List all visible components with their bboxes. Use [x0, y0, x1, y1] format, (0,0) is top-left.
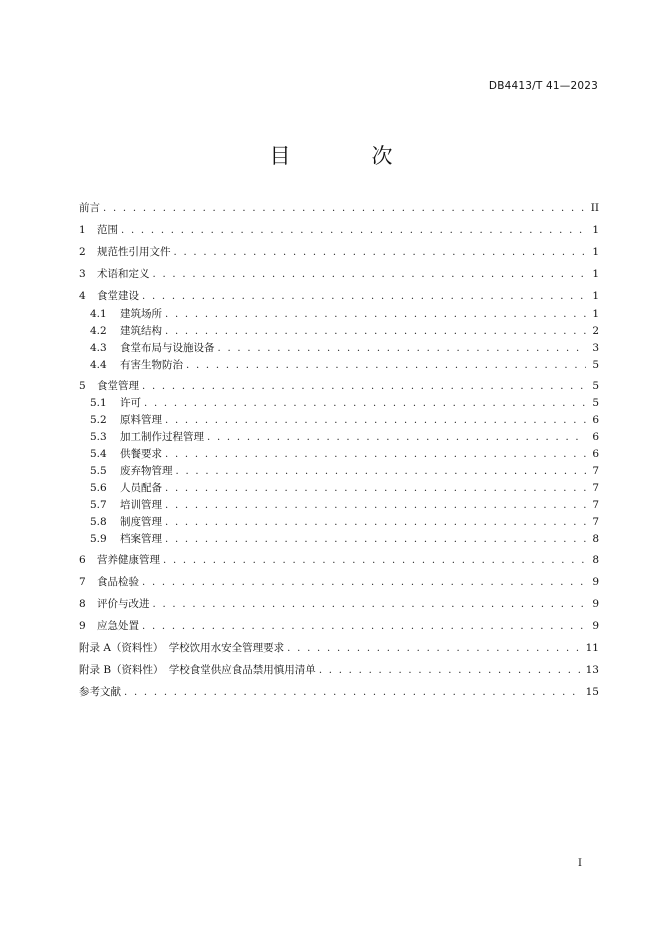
toc-subentry[interactable]: [90, 463, 599, 480]
toc-page-number: 2: [592, 325, 599, 337]
toc-number: 9: [79, 620, 86, 632]
toc-label: 建筑结构: [120, 325, 162, 337]
toc-dot-leader: [186, 357, 586, 374]
toc-number: 8: [79, 598, 86, 610]
toc-entry[interactable]: [79, 574, 599, 591]
toc-page-number: 9: [592, 576, 599, 588]
toc-subentry[interactable]: [90, 480, 599, 497]
toc-label: 加工制作过程管理: [120, 431, 204, 443]
toc-page-number: 6: [592, 448, 599, 460]
toc-entry[interactable]: [79, 378, 599, 395]
toc-page-number: 8: [592, 554, 599, 566]
toc-page-number: 6: [592, 431, 599, 443]
toc-label: 附录 A（资料性） 学校饮用水安全管理要求: [79, 642, 285, 654]
toc-dot-leader: [207, 429, 586, 446]
toc-dot-leader: [165, 480, 586, 497]
toc-label: 建筑场所: [120, 308, 162, 320]
toc-page-number: 5: [592, 359, 599, 371]
toc-label: 原料管理: [120, 414, 162, 426]
toc-subentry[interactable]: [90, 323, 599, 340]
toc-dot-leader: [319, 662, 583, 679]
toc-label: 培训管理: [120, 499, 162, 511]
toc-label: 制度管理: [120, 516, 162, 528]
toc-dot-leader: [124, 684, 583, 701]
toc-dot-leader: [121, 222, 586, 239]
toc-entry[interactable]: [79, 552, 599, 569]
toc-subentry[interactable]: [90, 514, 599, 531]
toc-dot-leader: [142, 574, 586, 591]
toc-number: 5.5: [90, 465, 107, 477]
toc-entry[interactable]: [79, 596, 599, 613]
toc-label: 人员配备: [120, 482, 162, 494]
toc-subentry[interactable]: [90, 306, 599, 323]
toc-entry-appendix-a[interactable]: [79, 640, 599, 657]
toc-dot-leader: [287, 640, 582, 657]
toc-subentry[interactable]: [90, 412, 599, 429]
toc-label: 附录 B（资料性） 学校食堂供应食品禁用慎用清单: [79, 664, 316, 676]
toc-dot-leader: [142, 618, 586, 635]
toc-entry[interactable]: [79, 222, 599, 239]
toc-page-number: 7: [592, 499, 599, 511]
toc-page-number: 5: [592, 397, 599, 409]
toc-label: 废弃物管理: [120, 465, 173, 477]
toc-label: 前言: [79, 202, 100, 214]
toc-subentry[interactable]: [90, 429, 599, 446]
toc-page-number: 1: [592, 246, 599, 258]
toc-page-number: 15: [585, 686, 599, 698]
toc-label: 有害生物防治: [120, 359, 183, 371]
toc-label: 评价与改进: [97, 598, 150, 610]
toc-subentry[interactable]: [90, 531, 599, 548]
toc-number: 5.3: [90, 431, 107, 443]
toc-dot-leader: [144, 395, 586, 412]
toc-page-number: 7: [592, 465, 599, 477]
toc-number: 6: [79, 554, 86, 566]
toc-label: 档案管理: [120, 533, 162, 545]
toc-number: 3: [79, 268, 86, 280]
toc-number: 5.4: [90, 448, 107, 460]
toc-subentry[interactable]: [90, 497, 599, 514]
toc-number: 4.2: [90, 325, 107, 337]
toc-label: 食品检验: [97, 576, 139, 588]
toc-entry-foreword[interactable]: [79, 200, 599, 217]
toc-dot-leader: [165, 514, 586, 531]
toc-dot-leader: [218, 340, 587, 357]
toc-label: 范围: [97, 224, 118, 236]
toc-page-number: 1: [592, 290, 599, 302]
toc-entry-references[interactable]: [79, 684, 599, 701]
toc-page-number: 7: [592, 482, 599, 494]
toc-label: 食堂布局与设施设备: [120, 342, 215, 354]
toc-page-number: 11: [585, 642, 599, 654]
toc-page-number: 3: [592, 342, 599, 354]
page-number: I: [578, 858, 582, 869]
page-title: 目 次: [269, 144, 423, 168]
toc-label: 规范性引用文件: [97, 246, 171, 258]
toc-label: 营养健康管理: [97, 554, 160, 566]
toc-subentry[interactable]: [90, 446, 599, 463]
toc-dot-leader: [165, 306, 586, 323]
toc-dot-leader: [165, 531, 586, 548]
toc-label: 许可: [120, 397, 141, 409]
toc-page-number: 6: [592, 414, 599, 426]
toc-dot-leader: [165, 323, 586, 340]
toc-page-number: 9: [592, 620, 599, 632]
toc-entry[interactable]: [79, 618, 599, 635]
toc-label: 参考文献: [79, 686, 121, 698]
toc-dot-leader: [176, 463, 587, 480]
toc-number: 4.1: [90, 308, 107, 320]
toc-page-number: 1: [592, 268, 599, 280]
toc-label: 应急处置: [97, 620, 139, 632]
toc-page-number: 7: [592, 516, 599, 528]
toc-dot-leader: [165, 497, 586, 514]
toc-dot-leader: [165, 446, 586, 463]
toc-number: 1: [79, 224, 86, 236]
toc-page-number: 1: [592, 308, 599, 320]
toc-number: 5: [79, 380, 86, 392]
toc-page-number: 5: [592, 380, 599, 392]
toc-number: 2: [79, 246, 86, 258]
toc-dot-leader: [163, 552, 586, 569]
toc-number: 5.6: [90, 482, 107, 494]
toc-number: 4.3: [90, 342, 107, 354]
toc-number: 7: [79, 576, 86, 588]
toc-number: 5.9: [90, 533, 107, 545]
toc-number: 5.2: [90, 414, 107, 426]
toc-subentry[interactable]: [90, 395, 599, 412]
toc-subentry[interactable]: [90, 357, 599, 374]
toc-label: 食堂建设: [97, 290, 139, 302]
toc-number: 5.8: [90, 516, 107, 528]
toc-number: 4: [79, 290, 86, 302]
toc-page-number: II: [590, 202, 599, 214]
document-code: DB4413/T 41—2023: [488, 80, 598, 92]
toc-label: 食堂管理: [97, 380, 139, 392]
toc-subentry[interactable]: [90, 340, 599, 357]
toc-number: 5.7: [90, 499, 107, 511]
toc-page-number: 13: [585, 664, 599, 676]
toc-number: 4.4: [90, 359, 107, 371]
toc-entry[interactable]: [79, 244, 599, 261]
toc-dot-leader: [153, 266, 587, 283]
toc-dot-leader: [142, 378, 586, 395]
toc-dot-leader: [165, 412, 586, 429]
toc-dot-leader: [153, 596, 587, 613]
toc-dot-leader: [103, 200, 586, 217]
toc-label: 供餐要求: [120, 448, 162, 460]
toc-label: 术语和定义: [97, 268, 150, 280]
toc-page-number: 8: [592, 533, 599, 545]
toc-entry-appendix-b[interactable]: [79, 662, 599, 679]
toc-page-number: 9: [592, 598, 599, 610]
toc-entry[interactable]: [79, 266, 599, 283]
toc-page-number: 1: [592, 224, 599, 236]
toc-dot-leader: [174, 244, 587, 261]
toc-dot-leader: [142, 288, 586, 305]
toc-entry[interactable]: [79, 288, 599, 305]
toc-number: 5.1: [90, 397, 107, 409]
